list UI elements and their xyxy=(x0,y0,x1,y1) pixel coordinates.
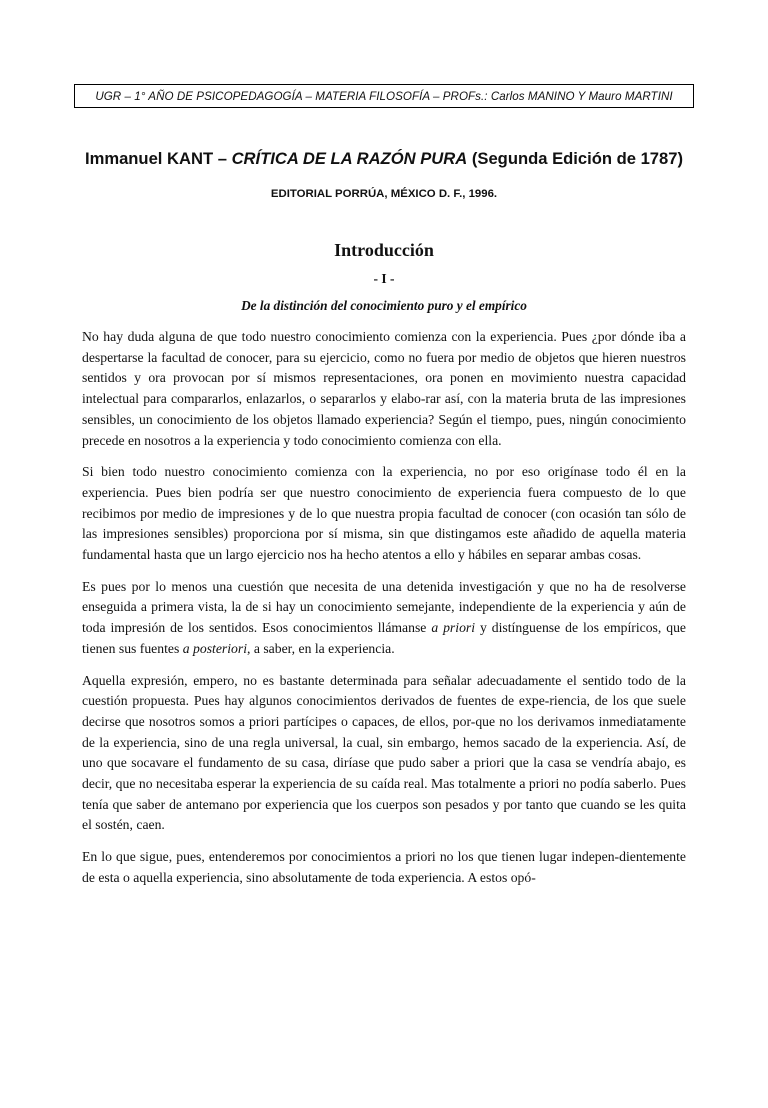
term-a-posteriori: a posteriori xyxy=(182,640,247,656)
section-title: Introducción xyxy=(334,240,434,260)
document-page xyxy=(0,84,768,1108)
book-author: Immanuel KANT – xyxy=(84,149,232,168)
paragraph-2: Si bien todo nuestro conocimiento comienza con la experiencia, no por eso origínase todo él en la experiencia. Pues bien podría ser que nuestro conocimiento de experiencia fuera compuesto de lo que recibimos por medio de impresiones y de lo que nuestra propia facultad de conocer (con ocasión tan sólo de las impresiones sensibles) proporciona por sí misma, sin que distingamos este añadido de aquella materia fundamental hasta que un largo ejercicio nos ha hecho atentos a ello y hábiles en separar ambas cosas. xyxy=(82,464,686,563)
paragraph-3-text-b: y distínguense de los empíricos, que tienen sus fuentes xyxy=(82,620,686,656)
paragraph-1: No hay duda alguna de que todo nuestro conocimiento comienza con la experiencia. Pues ¿por dónde iba a despertarse la facultad de conocer, para su ejercicio, como no fuera por medio de objetos que hieren nuestros sentidos y ora provocan por sí mismos representaciones, ora ponen en movimiento nuestra capacidad intelectual para compararlos, enlazarlos, o separarlos y elabo-rar así, con la materia bruta de las impresiones sensibles, un conocimiento de los objetos llamado experiencia? Según el tiempo, pues, ningún conocimiento precede en nosotros a la experiencia y todo conocimiento comienza con ella. xyxy=(82,329,686,448)
paragraph-4: Aquella expresión, empero, no es bastante determinada para señalar adecuadamente el sentido todo de la cuestión propuesta. Pues hay algunos conocimientos derivados de fuentes de expe-riencia, de los que suele decirse que nosotros somos a priori partícipes o capaces, de ellos, por-que no los derivamos inmediatamente de la experiencia, sino de una regla universal, la cual, sin embargo, hemos sacado de la experiencia. Así, de uno que socavare el fundamento de su casa, diríase que pudo saber a priori que la casa se vendría abajo, es decir, que no necesitaba esperar la experiencia de su caída real. Mas totalmente a priori no podía saberlo. Pues tenía que saber de antemano por experiencia que los cuerpos son pesados y por tanto que cuando se les quita el sostén, caen. xyxy=(82,672,686,833)
course-header-text: UGR – 1° AÑO DE PSICOPEDAGOGÍA – MATERIA FILOSOFÍA – PROFs.: Carlos MANINO Y Mauro MARTINI xyxy=(95,89,673,103)
book-title xyxy=(82,149,686,169)
course-header-box xyxy=(74,84,694,108)
book-title-italic: CRÍTICA DE LA RAZÓN PURA xyxy=(231,149,468,168)
term-a-priori: a priori xyxy=(431,620,476,636)
section-number: - I - xyxy=(373,271,395,286)
paragraph-3 xyxy=(82,577,686,660)
section-subtitle: De la distinción del conocimiento puro y el empírico xyxy=(241,298,527,313)
document-body xyxy=(82,327,686,889)
book-edition: (Segunda Edición de 1787) xyxy=(467,149,684,168)
paragraph-3-text-c: , a saber, en la experiencia. xyxy=(247,640,395,656)
paragraph-5: En lo que sigue, pues, entenderemos por conocimientos a priori no los que tienen lugar indepen-dientemente de esta o aquella experiencia, sino absolutamente de toda experiencia. A estos opó- xyxy=(82,849,686,885)
publisher-line: EDITORIAL PORRÚA, MÉXICO D. F., 1996. xyxy=(270,188,498,200)
paragraph-3-text-a: Es pues por lo menos una cuestión que necesita de una detenida investigación y que no ha de resolverse enseguida a primera vista, la de si hay un conocimiento semejante, independiente de la experiencia y aún de toda impresión de los sentidos. Esos conocimientos llámanse xyxy=(82,578,686,636)
